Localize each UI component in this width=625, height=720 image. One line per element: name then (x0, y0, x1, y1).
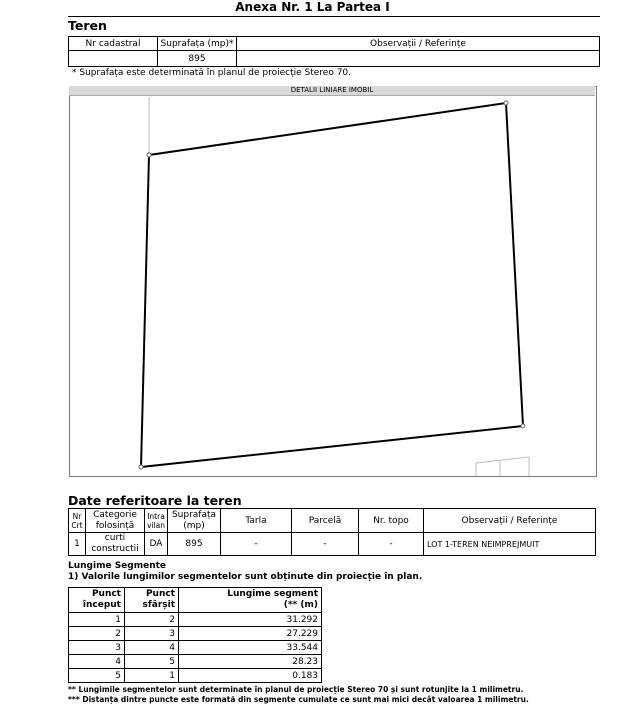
col-punct-inceput: Punct început (69, 588, 125, 613)
col-nr-crt: Nr Crt (69, 509, 86, 533)
col-observatii-ref: Observații / Referințe (424, 509, 596, 533)
table-row (69, 641, 322, 655)
header-rule (68, 16, 600, 17)
col-nr-cadastral: Nr cadastral (69, 37, 158, 51)
col-lungime-segment: Lungime segment (** (m) (179, 588, 322, 613)
bg-line (476, 457, 529, 463)
teren-table (68, 36, 600, 67)
cell-parcela: - (292, 533, 359, 556)
col-nr-topo: Nr. topo (359, 509, 424, 533)
cell-start: 5 (69, 669, 125, 683)
table-row (69, 669, 322, 683)
cell-end: 5 (125, 655, 179, 669)
col-tarla: Tarla (221, 509, 292, 533)
col-suprafata-mp: Suprafața (mp) (168, 509, 221, 533)
parcel-plan (69, 86, 597, 477)
point-marker (521, 424, 525, 428)
point-marker (504, 101, 508, 105)
teren-heading: Teren (68, 18, 107, 33)
cell-length: 31.292 (179, 613, 322, 627)
cell-nr-topo: - (359, 533, 424, 556)
parcel-polygon (141, 103, 523, 467)
cell-nr: 1 (69, 533, 86, 556)
point-marker (147, 153, 151, 157)
lungime-heading: Lungime Segmente (68, 561, 167, 571)
col-punct-sfarsit: Punct sfârșit (125, 588, 179, 613)
cell-observatii-ref: LOT 1-TEREN NEIMPREJMUIT (424, 533, 596, 556)
col-intravilan: Intra vilan (145, 509, 168, 533)
cell-length: 0.183 (179, 669, 322, 683)
cell-end: 4 (125, 641, 179, 655)
date-table (68, 508, 596, 556)
lungime-note-2: *** Distanța dintre puncte este formată din segmente cumulate ce sunt mai mici decât valoarea 1 milimetru. (68, 695, 529, 704)
cell-nr-cadastral (69, 51, 158, 67)
cell-start: 2 (69, 627, 125, 641)
parcel-outline (70, 87, 596, 476)
annex-title: Anexa Nr. 1 La Partea I (235, 0, 390, 14)
table-row (69, 655, 322, 669)
date-heading: Date referitoare la teren (68, 493, 242, 508)
teren-footnote: * Suprafața este determinată în planul de proiecție Stereo 70. (72, 68, 352, 78)
col-suprafata: Suprafața (mp)* (158, 37, 237, 51)
segments-table (68, 587, 322, 683)
col-categorie: Categorie folosință (86, 509, 145, 533)
col-observatii: Observații / Referințe (237, 37, 600, 51)
cell-end: 3 (125, 627, 179, 641)
cell-length: 28.23 (179, 655, 322, 669)
cell-suprafata-mp: 895 (168, 533, 221, 556)
cell-start: 3 (69, 641, 125, 655)
col-parcela: Parcelă (292, 509, 359, 533)
cell-observatii (237, 51, 600, 67)
cell-length: 33.544 (179, 641, 322, 655)
cell-tarla: - (221, 533, 292, 556)
cell-length: 27.229 (179, 627, 322, 641)
lungime-note-1: ** Lungimile segmentelor sunt determinate în planul de proiecție Stereo 70 și sunt rotunjite la 1 milimetru. (68, 685, 524, 694)
map-title: DETALII LINIARE IMOBIL (69, 86, 595, 96)
table-row (69, 613, 322, 627)
cell-end: 2 (125, 613, 179, 627)
cell-start: 4 (69, 655, 125, 669)
cell-intravilan: DA (145, 533, 168, 556)
cell-end: 1 (125, 669, 179, 683)
cell-categorie: curti constructii (86, 533, 145, 556)
table-row (69, 627, 322, 641)
cell-start: 1 (69, 613, 125, 627)
cell-suprafata: 895 (158, 51, 237, 67)
lungime-subtitle: 1) Valorile lungimilor segmentelor sunt obținute din proiecție în plan. (68, 572, 423, 582)
point-marker (139, 465, 143, 469)
